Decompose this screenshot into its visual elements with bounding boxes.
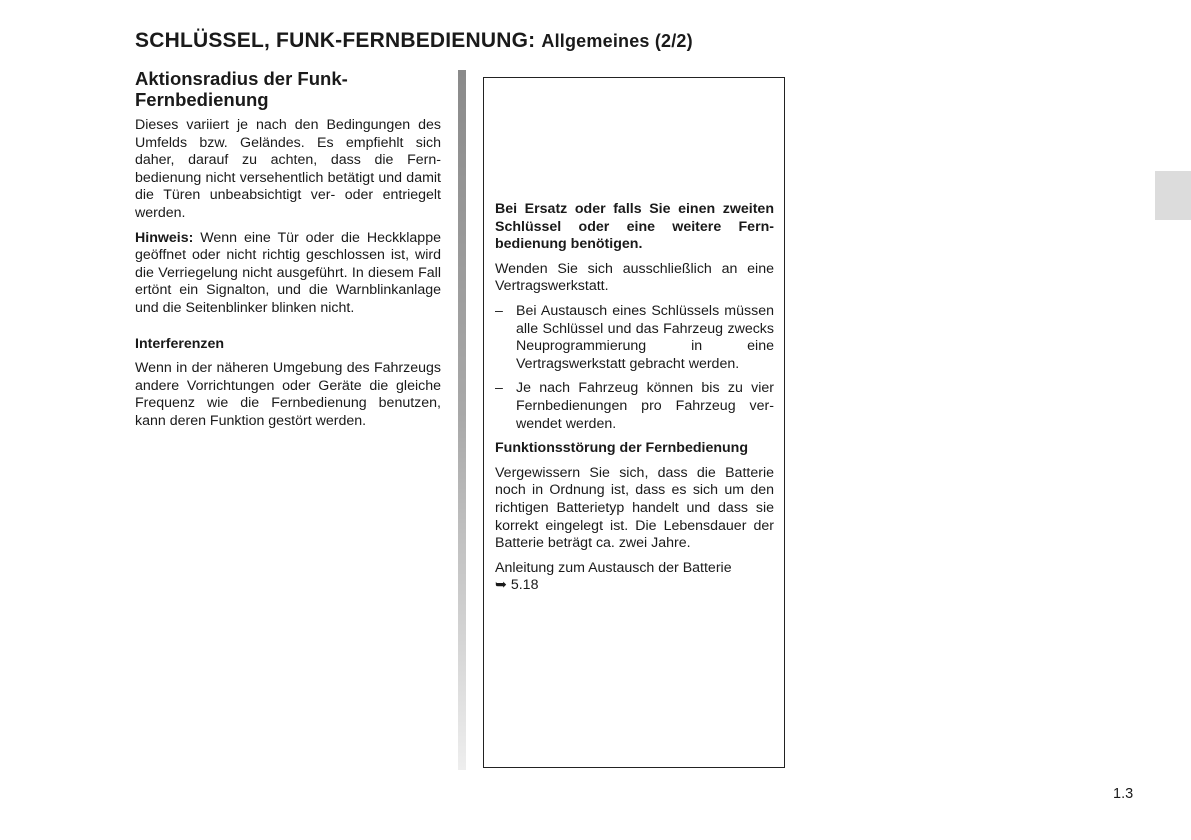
left-column	[135, 68, 441, 438]
interference-heading: Interferenzen	[135, 335, 225, 352]
list-item	[495, 303, 774, 373]
page-title-main: SCHLÜSSEL, FUNK-FERNBEDIENUNG:	[135, 29, 536, 52]
replacement-text: Wenden Sie sich ausschließlich an eine Vertragswerkstatt.	[495, 260, 774, 295]
battery-paragraph	[495, 560, 774, 595]
malfunction-heading: Funktionsstörung der Fernbedienung	[495, 440, 749, 457]
battery-text: Anleitung zum Austausch der Batterie	[495, 559, 732, 576]
note-text: Wenn eine Tür oder die Heckklappe geöffnet oder nicht richtig geschlossen ist, wird die Verriegelung nicht ausgeführt. In diesem Fall ertönt ein Signalton, und die Warnblinkanlage und die Seitenblinker blinken nicht.	[135, 229, 441, 316]
note-label: Hinweis:	[135, 229, 194, 246]
range-heading: Aktionsradius der Funk-Fernbedienung	[135, 68, 348, 110]
malfunction-paragraph: Vergewissern Sie sich, dass die Batterie noch in Ordnung ist, dass es sich um den richtigen Batterietyp handelt und dass sie korrekt eingelegt ist. Die Lebensdauer der Batterie beträgt ca. zwei Jahre.	[495, 464, 774, 552]
replacement-list	[495, 303, 774, 433]
range-paragraph: Dieses variiert je nach den Bedingungen des Umfelds bzw. Geländes. Es empfiehlt sich daher, darauf zu achten, dass die Fernbedienung nicht versehentlich betätigt und damit die Türen unbeabsichtigt ver- oder entriegelt werden.	[135, 117, 441, 221]
list-item	[495, 380, 774, 433]
note-paragraph	[135, 230, 441, 318]
page-title-sub: Allgemeines (2/2)	[541, 31, 693, 51]
battery-page-ref: 5.18	[510, 577, 539, 594]
dash-bullet: –	[495, 302, 503, 319]
replacement-intro: Bei Ersatz oder falls Sie einen zweiten Schlüssel oder eine weitere Fernbedienung benötigen.	[495, 201, 774, 253]
list-item-text: Bei Austausch eines Schlüssels müssen alle Schlüssel und das Fahrzeug zwecks Neuprogrammierung in eine Vertragswerkstatt gebracht werden.	[516, 302, 774, 372]
page-title	[135, 29, 693, 53]
column-divider	[458, 70, 466, 770]
page-number: 1.3	[1113, 786, 1134, 802]
chapter-tab	[1155, 171, 1191, 220]
interference-paragraph: Wenn in der näheren Umgebung des Fahrzeugs andere Vorrichtungen oder Geräte die gleiche Frequenz wie die Fernbedienung benutzen, kann deren Funktion gestört werden.	[135, 360, 441, 429]
dash-bullet: –	[495, 380, 503, 397]
list-item-text: Je nach Fahrzeug können bis zu vier Fernbedienungen pro Fahrzeug verwendet werden.	[516, 380, 774, 432]
arrow-icon: ➥	[495, 577, 507, 594]
info-box-content	[495, 201, 774, 602]
